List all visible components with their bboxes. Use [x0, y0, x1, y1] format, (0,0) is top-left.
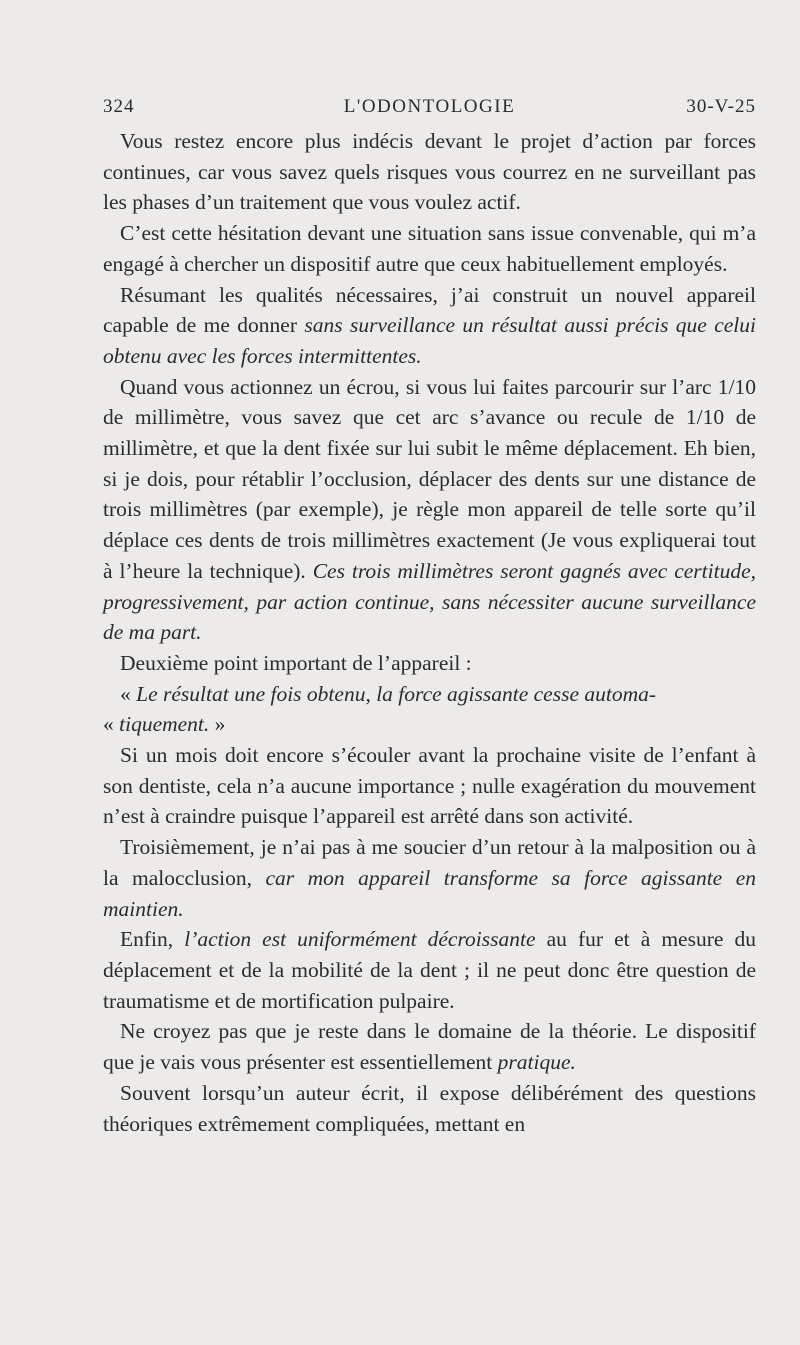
- paragraph: [103, 280, 756, 372]
- italic-text: sans surveillance un résultat aussi précis que celui obtenu avec les forces intermittentes.: [103, 313, 757, 368]
- paragraph: [103, 924, 756, 1016]
- italic-text: pratique.: [497, 1050, 576, 1075]
- text-run: «: [103, 712, 120, 737]
- italic-text: l’action est uniformément décroissante: [184, 927, 536, 952]
- text-run: C’est cette hésitation devant une situation sans issue convenable, qui m’a engagé à chercher un dispositif autre que ceux habituellement employés.: [103, 221, 756, 276]
- text-run: «: [120, 681, 137, 706]
- paragraph: [103, 832, 756, 924]
- italic-text: tiquement.: [119, 712, 210, 737]
- issue-date: 30-V-25: [686, 96, 756, 117]
- paragraph: [103, 218, 756, 279]
- text-run: Ne croyez pas que je reste dans le domaine de la théorie. Le dispositif que je vais vous présenter est essentiellement: [103, 1019, 756, 1075]
- text-run: Si un mois doit encore s’écouler avant la prochaine visite de l’enfant à son dentiste, cela n’a aucune importance ; nulle exagération du mouvement n’est à craindre puisque l’appareil est arrêté dans son activité.: [103, 743, 756, 829]
- paragraph: [103, 126, 756, 218]
- text-run: Troisièmement, je n’ai pas à me soucier d’un retour à la malposition ou à la malocclusion,: [103, 835, 756, 890]
- paragraph: [103, 740, 756, 832]
- paragraph: [103, 648, 756, 679]
- text-run: Souvent lorsqu’un auteur écrit, il expose délibérément des questions théoriques extrêmement compliquées, mettant en: [103, 1080, 756, 1136]
- italic-text: car mon appareil transforme sa force agissante en maintien.: [103, 865, 757, 921]
- text-run: Résumant les qualités nécessaires, j’ai construit un nouvel appareil capable de me donner: [103, 282, 756, 338]
- text-run: Quand vous actionnez un écrou, si vous lui faites parcourir sur l’arc 1/10 de millimètre, vous savez que cet arc s’avance ou recule de 1/10 de millimètre, et que la dent fixée sur lui subit le même déplacement. Eh bien, si je dois, pour rétablir l’occlusion, déplacer des dents sur une distance de trois millimètres (par exemple), je règle mon appareil de telle sorte qu’il déplace ces dents de trois millimètres exactement (Je vous expliquerai tout à l’heure la technique).: [103, 374, 756, 583]
- text-run: Enfin,: [120, 927, 185, 952]
- running-header: [103, 96, 756, 124]
- italic-text: Ces trois millimètres seront gagnés avec certitude, progressivement, par action continue, sans nécessiter aucune surveillance de ma part.: [103, 558, 756, 645]
- page-number: 324: [103, 96, 135, 117]
- body-text: [103, 126, 756, 1139]
- text-run: Deuxième point important de l’appareil :: [120, 650, 472, 675]
- paragraph: [103, 1078, 756, 1139]
- paragraph: [103, 679, 756, 740]
- text-run: »: [209, 712, 226, 737]
- text-run: au fur et à mesure du déplacement et de la mobilité de la dent ; il ne peut donc être question de traumatisme et de mortification pulpaire.: [103, 927, 756, 1013]
- paragraph: [103, 1016, 756, 1077]
- text-run: Vous restez encore plus indécis devant le projet d’action par forces continues, car vous savez quels risques vous courrez en ne surveillant pas les phases d’un traitement que vous voulez actif.: [103, 129, 756, 215]
- journal-title: L'ODONTOLOGIE: [343, 96, 516, 117]
- paragraph: [103, 372, 756, 648]
- italic-text: Le résultat une fois obtenu, la force agissante cesse automa-: [136, 681, 657, 706]
